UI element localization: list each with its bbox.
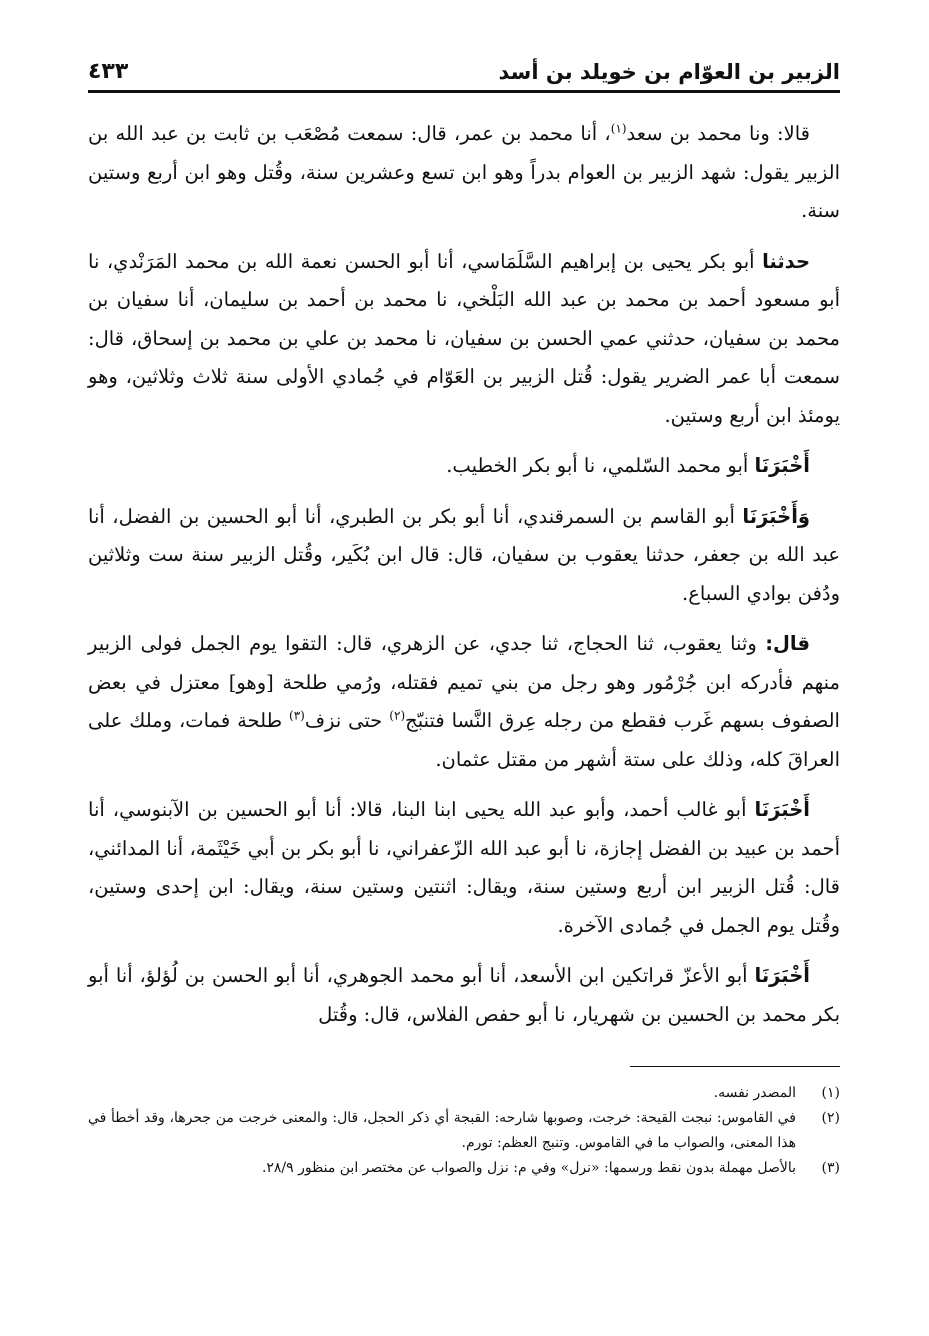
isnad-lead: قال: (765, 632, 810, 655)
page-number: ٤٣٣ (88, 59, 129, 84)
paragraph-text: وثنا يعقوب، ثنا الحجاج، ثنا جدي، عن الزهري، قال: التقوا يوم الجمل فولى الزبير منهم فأدركه ابن جُرْمُور وهو رجل من بني تميم فقتله، ورُمي طلحة [وهو] معتزل في بعض الصفوف بسهم غَرب فقطع من رجله عِرق النَّسا فتنبّج (88, 632, 840, 732)
footnote-number: (٣) (821, 1160, 840, 1176)
paragraph-5 (88, 625, 840, 779)
paragraph-2 (88, 243, 840, 436)
paragraph-text-cont2: طلحة فمات، وملك على العراقَ كله، وذلك على ستة أشهر من مقتل عثمان. (88, 709, 840, 771)
book-page (88, 38, 840, 1181)
footnote-number: (٢) (821, 1110, 840, 1126)
footnote-separator (630, 1066, 840, 1067)
paragraph-text: قالا: ونا محمد بن سعد (626, 122, 811, 145)
paragraph-text: أبو غالب أحمد، وأبو عبد الله يحيى ابنا البنا، قالا: أنا أبو الحسين بن الآبنوسي، أنا أحمد بن عبيد بن الفضل إجازة، نا أبو عبد الله الزّعفراني، نا أبو بكر بن أبي خَيْثَمة، أنا المدائني، قال: قُتل الزبير ابن أربع وستين سنة، ويقال: اثنتين وستين سنة، ويقال: ابن إحدى وستين، وقُتل يوم الجمل في جُمادى الآخرة. (88, 798, 840, 937)
header-rule (88, 90, 840, 93)
footnote-text: بالأصل مهملة بدون نقط ورسمها: «نرل» وفي م: نزل والصواب عن مختصر ابن منظور ٢٨/٩. (261, 1160, 796, 1176)
isnad-lead: أَخْبَرَنَا (754, 798, 810, 821)
paragraph-text-cont: حتى نزف (304, 709, 390, 732)
paragraph-text: أبو بكر يحيى بن إبراهيم السَّلَمَاسي، أنا أبو الحسن نعمة الله بن محمد المَرَنْدي، نا أبو مسعود أحمد بن محمد بن عبد الله البَلْخي، نا محمد بن أحمد بن سليمان، أنا سفيان بن محمد بن سفيان، حدثني عمي الحسن بن سفيان، نا محمد بن علي بن محمد بن إسحاق، قال: سمعت أبا عمر الضرير يقول: قُتل الزبير بن العَوّام في جُمادي الأولى سنة ثلاث وثلاثين، وهو يومئذ ابن أربع وستين. (88, 249, 840, 427)
paragraph-text: أبو القاسم بن السمرقندي، أنا أبو بكر بن الطبري، أنا أبو الحسين بن الفضل، أنا عبد الله بن جعفر، حدثنا يعقوب بن سفيان، قال: قال ابن بُكَير، وقُتل الزبير سنة ست وثلاثين ودُفن بوادي السباع. (88, 504, 840, 605)
footnote-ref-3: (٣) (289, 708, 305, 723)
paragraph-text: أبو محمد السّلمي، نا أبو بكر الخطيب. (446, 454, 755, 477)
paragraph-text-cont: ، أنا محمد بن عمر، قال: سمعت مُصْعَب بن ثابت بن عبد الله بن الزبير يقول: شهد الزبير بن العوام بدراً وهو ابن تسع وعشرين سنة، وقُتل وهو ابن أربع وستين سنة. (88, 122, 840, 222)
footnote-2 (88, 1106, 840, 1156)
isnad-lead: أَخْبَرَنَا (754, 454, 810, 477)
paragraph-4 (88, 498, 840, 614)
footnote-1 (88, 1081, 840, 1106)
paragraph-1 (88, 115, 840, 231)
running-title: الزبير بن العوّام بن خويلد بن أسد (498, 60, 840, 84)
main-text (88, 115, 840, 1034)
isnad-lead: وَأَخْبَرَنَا (742, 504, 810, 528)
footnote-3 (88, 1156, 840, 1181)
footnotes (88, 1081, 840, 1181)
footnote-text: في القاموس: نبجت القيحة: خرجت، وصوبها شارحه: القبجة أي ذكر الحجل، قال: والمعنى خرجت من جحرها، وقد أخطأ في هذا المعنى، والصواب ما في القاموس. وتنبج العظم: تورم. (88, 1110, 796, 1151)
paragraph-6 (88, 791, 840, 945)
page-header (88, 38, 840, 84)
paragraph-7 (88, 957, 840, 1034)
footnote-text: المصدر نفسه. (713, 1085, 796, 1101)
isnad-lead: أَخْبَرَنَا (754, 964, 810, 987)
paragraph-text: أبو الأعزّ قراتكين ابن الأسعد، أنا أبو محمد الجوهري، أنا أبو الحسن بن لُؤلؤ، أنا أبو بكر محمد بن الحسين بن شهريار، نا أبو حفص الفلاس، قال: وقُتل (88, 964, 840, 1026)
isnad-lead: حدثنا (762, 249, 810, 273)
paragraph-3 (88, 447, 840, 486)
footnote-ref-2: (٢) (389, 708, 406, 723)
footnote-number: (١) (821, 1085, 840, 1101)
footnote-ref-1: (١) (610, 121, 627, 136)
